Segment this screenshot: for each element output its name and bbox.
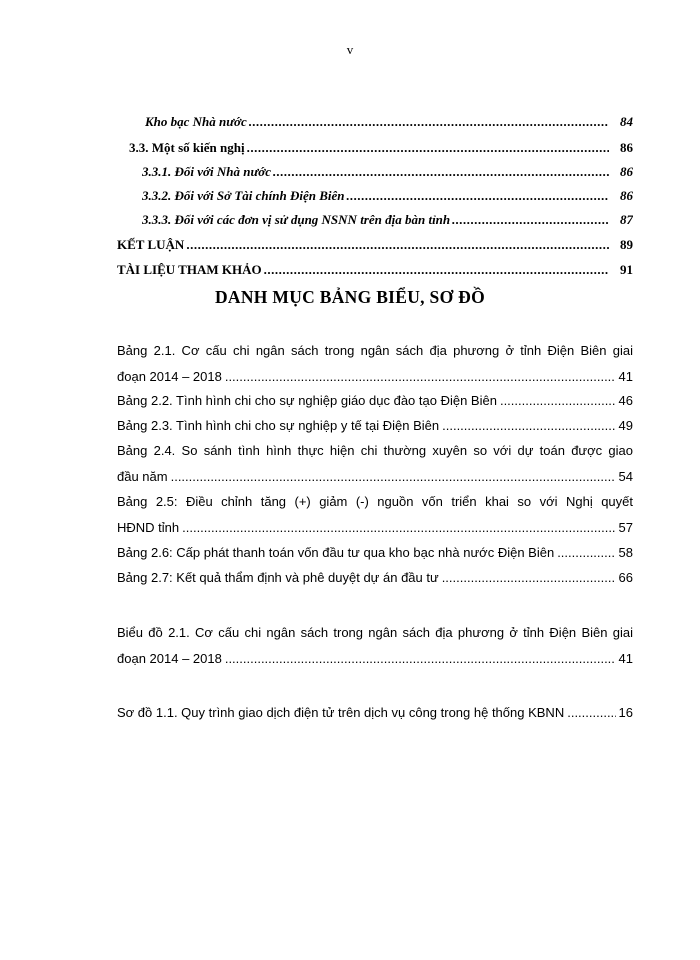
list-item-text-cont: đoạn 2014 – 2018: [117, 369, 222, 384]
toc-entry-text: 3.3.2. Đối với Sở Tài chính Điện Biên: [142, 188, 345, 203]
list-item-text: Bảng 2.1. Cơ cấu chi ngân sách trong ngân sách địa phương ở tỉnh Điện Biên giai: [117, 343, 633, 358]
list-item-line: [117, 700, 633, 726]
dot-leader: [247, 140, 609, 156]
list-item-text-cont: đầu năm: [117, 469, 168, 484]
dot-leader: [567, 700, 615, 726]
list-item-line: [117, 413, 633, 439]
list-item-page: 49: [618, 418, 633, 433]
list-item-text: Bảng 2.2. Tình hình chi cho sự nghiệp giáo dục đào tạo Điện Biên: [117, 393, 497, 408]
list-item-text-cont: HĐND tỉnh: [117, 520, 180, 535]
list-item-text: Bảng 2.5: Điều chỉnh tăng (+) giảm (-) nguồn vốn triển khai so với Nghị quyết: [117, 494, 633, 509]
toc-entry-ket-luan: [117, 237, 633, 253]
toc-entry-doi-voi-so-tai-chinh: [142, 188, 633, 204]
dot-leader: [557, 540, 615, 566]
list-item-line2: [117, 515, 633, 541]
list-item-text: Biểu đồ 2.1. Cơ cấu chi ngân sách trong ngân sách địa phương ở tỉnh Điện Biên giai: [117, 625, 633, 640]
toc-entry-page: 86: [620, 188, 633, 203]
toc-entry-text: 3.3.3. Đối với các đơn vị sử dụng NSNN trên địa bàn tỉnh: [142, 212, 451, 227]
list-item-text: Bảng 2.4. So sánh tình hình thực hiện chi thường xuyên so với dự toán được giao: [117, 443, 633, 458]
list-item-bang-2-6: [117, 540, 633, 566]
list-item-line: [117, 388, 633, 414]
toc-entry-doi-voi-nha-nuoc: [142, 164, 633, 180]
list-item-so-do-1-1: [117, 700, 633, 726]
dot-leader: [442, 565, 616, 591]
dot-leader: [346, 188, 609, 204]
list-item-bang-2-1: [117, 338, 633, 390]
toc-entry-text: 3.3.1. Đối với Nhà nước: [142, 164, 271, 179]
list-item-bang-2-7: [117, 565, 633, 591]
list-item-bang-2-5: [117, 489, 633, 541]
dot-leader: [225, 364, 616, 390]
toc-entry-text: KẾT LUẬN: [117, 237, 185, 252]
list-item-bang-2-3: [117, 413, 633, 439]
list-item-bang-2-2: [117, 388, 633, 414]
toc-entry-text: TÀI LIỆU THAM KHẢO: [117, 262, 262, 277]
dot-leader: [442, 413, 615, 439]
list-item-bieu-do-2-1: [117, 620, 633, 672]
list-item-text-cont: đoạn 2014 – 2018: [117, 651, 222, 666]
dot-leader: [182, 515, 615, 541]
dot-leader: [452, 212, 609, 228]
list-item-page: 46: [618, 393, 633, 408]
list-item-line: [117, 565, 633, 591]
toc-entry-page: 86: [620, 164, 633, 179]
toc-entry-page: 86: [620, 140, 633, 155]
dot-leader: [186, 237, 609, 253]
dot-leader: [225, 646, 616, 672]
toc-entry-page: 91: [620, 262, 633, 277]
toc-entry-page: 84: [620, 114, 633, 129]
list-item-line2: [117, 364, 633, 390]
toc-entry-text: 3.3. Một số kiến nghị: [129, 140, 245, 155]
list-item-text: Sơ đồ 1.1. Quy trình giao dịch điện tử trên dịch vụ công trong hệ thống KBNN: [117, 705, 565, 720]
toc-entry-tai-lieu: [117, 262, 633, 278]
page-number: v: [346, 42, 354, 57]
dot-leader: [273, 164, 609, 180]
list-item-page: 66: [618, 570, 633, 585]
toc-entry-page: 87: [620, 212, 633, 227]
list-item-text: Bảng 2.6: Cấp phát thanh toán vốn đầu tư qua kho bạc nhà nước Điện Biên: [117, 545, 555, 560]
list-item-line2: [117, 464, 633, 490]
list-item-page: 58: [618, 545, 633, 560]
toc-entry-doi-voi-don-vi: [142, 212, 633, 228]
list-item-line2: [117, 646, 633, 672]
toc-entry-kho-bac: [145, 114, 633, 130]
list-item-page: 41: [618, 651, 633, 666]
list-item-page: 16: [618, 705, 633, 720]
list-item-page: 57: [618, 520, 633, 535]
list-item-text: Bảng 2.3. Tình hình chi cho sự nghiệp y tế tại Điện Biên: [117, 418, 440, 433]
list-item-page: 54: [618, 469, 633, 484]
dot-leader: [171, 464, 616, 490]
toc-entry-page: 89: [620, 237, 633, 252]
dot-leader: [500, 388, 616, 414]
list-item-line: [117, 540, 633, 566]
list-item-page: 41: [618, 369, 633, 384]
list-item-bang-2-4: [117, 438, 633, 490]
dot-leader: [249, 114, 609, 130]
dot-leader: [264, 262, 609, 278]
toc-entry-mot-so-kien-nghi: [129, 140, 633, 156]
list-item-text: Bảng 2.7: Kết quả thẩm định và phê duyệt dự án đầu tư: [117, 570, 439, 585]
toc-entry-text: Kho bạc Nhà nước: [145, 114, 247, 129]
section-title: DANH MỤC BẢNG BIỂU, SƠ ĐỒ: [214, 287, 486, 307]
